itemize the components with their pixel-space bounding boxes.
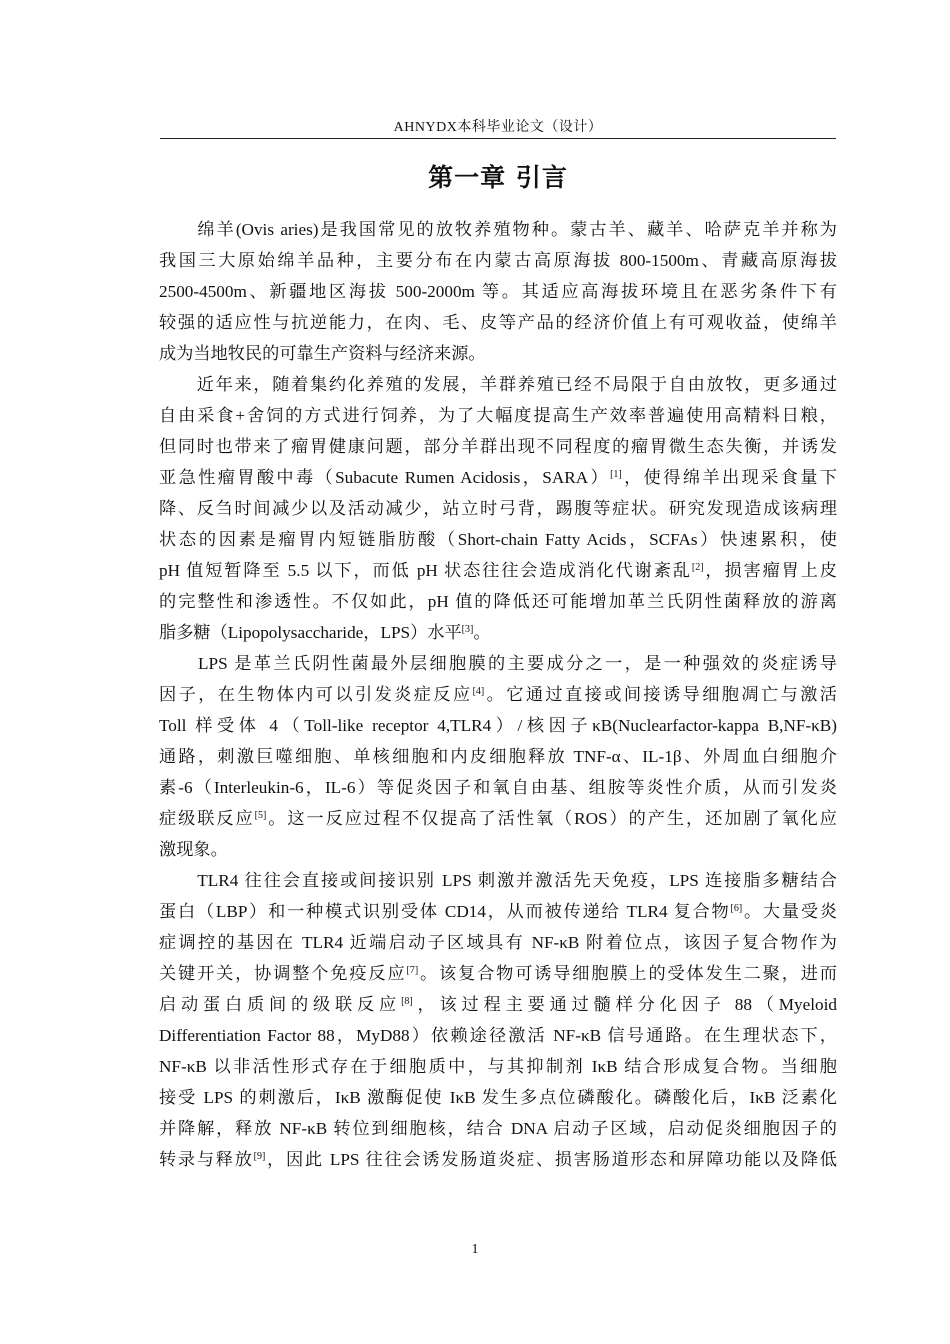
text-line-content: 绵羊(Ovis aries)是我国常见的放牧养殖物种。蒙古羊、藏羊、哈萨克羊并称为 [159,220,837,239]
text-line [159,586,837,617]
text-line [159,1082,837,1113]
text-line-content: 我国三大原始绵羊品种，主要分布在内蒙古高原海拔 800-1500m、青藏高原海拔 [159,251,837,270]
text-line-content: 降、反刍时间减少以及活动减少，站立时弓背，踢腹等症状。研究发现造成该病理 [159,499,837,518]
text-line-continuation: ，使得绵羊出现采食量下 [621,468,837,487]
text-line-content: 状态的因素是瘤胃内短链脂肪酸（Short-chain Fatty Acids，SCFAs）快速累积，使 [159,530,837,549]
text-line [159,679,837,710]
text-line-continuation: 。它通过直接或间接诱导细胞凋亡与激活 [484,685,837,704]
text-line-content: 启动蛋白质间的级联反应 [159,995,402,1014]
text-line [159,431,837,462]
text-line-content: 2500-4500m、新疆地区海拔 500-2000m 等。其适应高海拔环境且在恶劣条件下有 [159,282,837,301]
text-line-content: 蛋白（LBP）和一种模式识别受体 CD14，从而被传递给 TLR4 复合物 [159,902,731,921]
text-line-continuation: ，该过程主要通过髓样分化因子 88（Myeloid [412,995,837,1014]
text-line [159,772,837,803]
text-line-content: 的完整性和渗透性。不仅如此，pH 值的降低还可能增加革兰氏阴性菌释放的游离 [159,592,837,611]
text-line [159,1051,837,1082]
text-line-content: pH 值短暂降至 5.5 以下，而低 pH 状态往往会造成消化代谢紊乱 [159,561,692,580]
text-line [159,369,837,400]
citation-ref: [9] [253,1151,266,1162]
text-line-continuation: ，损害瘤胃上皮 [703,561,837,580]
text-line-continuation: 。大量受炎 [742,902,837,921]
citation-ref: [6] [730,903,743,914]
text-line-content: Toll 样受体 4（Toll-like receptor 4,TLR4）/核因子κB(Nuclearfactor-kappa B,NF-κB) [159,716,837,735]
text-line-content: 因子，在生物体内可以引发炎症反应 [159,685,473,704]
text-line-content: 素-6（Interleukin-6，IL-6）等促炎因子和氧自由基、组胺等炎性介质，从而引发炎 [159,778,837,797]
text-line [159,710,837,741]
text-line [159,648,837,679]
text-line-content: 成为当地牧民的可靠生产资料与经济来源。 [159,344,486,363]
text-line [159,307,837,338]
text-line-continuation: ，因此 LPS 往往会诱发肠道炎症、损害肠道形态和屏障功能以及降低 [265,1150,837,1169]
text-line [159,989,837,1020]
text-line [159,896,837,927]
header-rule [160,138,836,139]
chapter-title: 第一章 引言 [428,163,568,192]
text-line [159,276,837,307]
citation-ref: [8] [401,996,413,1007]
text-line-content: 自由采食+舍饲的方式进行饲养，为了大幅度提高生产效率普遍使用高精料日粮， [159,406,837,425]
citation-ref: [2] [691,562,704,573]
text-line-content: LPS 是革兰氏阴性菌最外层细胞膜的主要成分之一，是一种强效的炎症诱导 [159,654,837,673]
citation-ref: [5] [254,810,267,821]
text-line [159,617,837,648]
text-line [159,803,837,834]
text-line-content: 近年来，随着集约化养殖的发展，羊群养殖已经不局限于自由放牧，更多通过 [159,375,837,394]
text-line-content: 并降解，释放 NF-κB 转位到细胞核，结合 DNA 启动子区域，启动促炎细胞因子的 [159,1119,837,1138]
text-line-content: 症调控的基因在 TLR4 近端启动子区域具有 NF-κB 附着位点，该因子复合物作为 [159,933,837,952]
text-line [159,741,837,772]
text-line-continuation: 。该复合物可诱导细胞膜上的受体发生二聚，进而 [418,964,837,983]
text-line [159,493,837,524]
running-header: AHNYDX本科毕业论文（设计） [393,120,603,135]
text-line [159,214,837,245]
text-line [159,245,837,276]
text-line-continuation: 。 [473,623,491,642]
citation-ref: [4] [472,686,485,697]
text-line-continuation: 。这一反应过程不仅提高了活性氧（ROS）的产生，还加剧了氧化应 [266,809,837,828]
citation-ref: [1] [610,469,622,480]
text-line [159,958,837,989]
text-line-content: TLR4 往往会直接或间接识别 LPS 刺激并激活先天免疫，LPS 连接脂多糖结合 [159,871,837,890]
text-line [159,927,837,958]
text-line-content: 症级联反应 [159,809,255,828]
text-line [159,462,837,493]
text-line [159,865,837,896]
text-line [159,1113,837,1144]
text-line [159,524,837,555]
text-line-content: 接受 LPS 的刺激后，IκB 激酶促使 IκB 发生多点位磷酸化。磷酸化后，IκB 泛素化 [159,1088,837,1107]
text-line-content: 脂多糖（Lipopolysaccharide，LPS）水平 [159,623,462,642]
citation-ref: [3] [461,624,474,635]
text-line-content: 亚急性瘤胃酸中毒（Subacute Rumen Acidosis，SARA） [159,468,611,487]
text-line-content: 激现象。 [159,840,228,859]
text-line-content: Differentiation Factor 88，MyD88）依赖途径激活 NF-κB 信号通路。在生理状态下， [159,1026,837,1045]
text-line-content: 但同时也带来了瘤胃健康问题，部分羊群出现不同程度的瘤胃微生态失衡，并诱发 [159,437,837,456]
text-line [159,338,837,369]
text-line-content: 通路，刺激巨噬细胞、单核细胞和内皮细胞释放 TNF-α、IL-1β、外周血白细胞介 [159,747,837,766]
body-text [159,214,837,1175]
text-line-content: 关键开关，协调整个免疫反应 [159,964,407,983]
text-line [159,555,837,586]
text-line-content: 转录与释放 [159,1150,254,1169]
citation-ref: [7] [406,965,419,976]
text-line [159,400,837,431]
text-line-content: 较强的适应性与抗逆能力，在肉、毛、皮等产品的经济价值上有可观收益，使绵羊 [159,313,837,332]
text-line [159,1020,837,1051]
text-line-content: NF-κB 以非活性形式存在于细胞质中，与其抑制剂 IκB 结合形成复合物。当细胞 [159,1057,837,1076]
text-line [159,834,837,865]
page-number: 1 [471,1242,479,1257]
text-line [159,1144,837,1175]
